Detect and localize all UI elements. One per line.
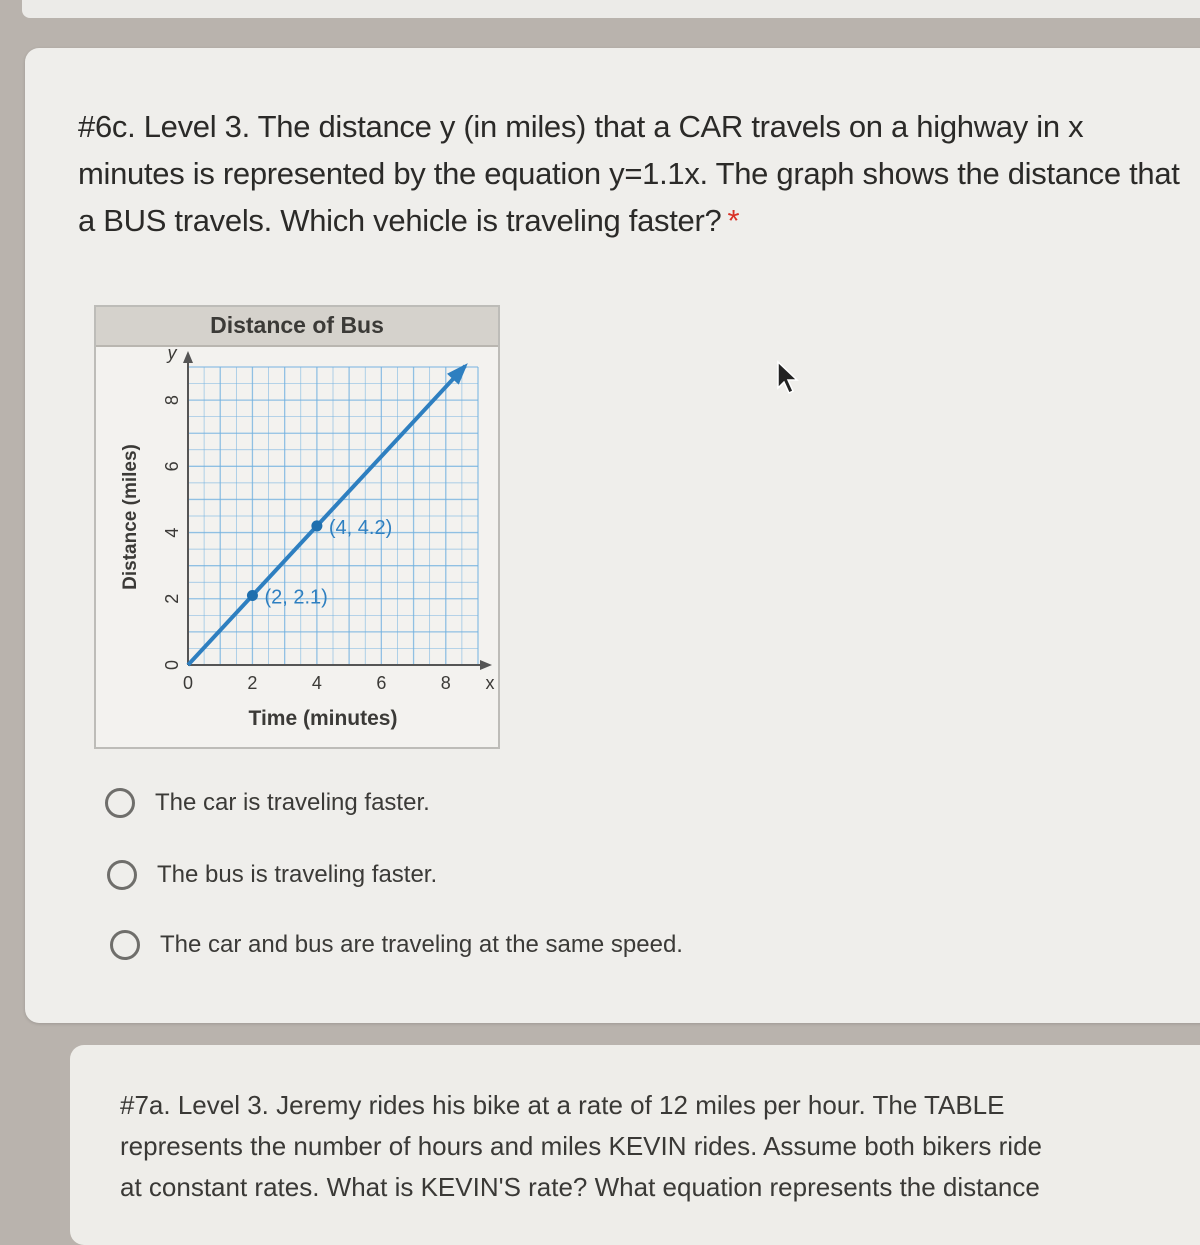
y-axis-title: Distance (miles): [120, 444, 141, 590]
x-axis-title: Time (minutes): [248, 707, 398, 730]
y-tick-label: 0: [162, 659, 182, 671]
data-point: [247, 590, 258, 601]
bus-distance-figure: [94, 305, 500, 749]
next-question-line: #7a. Level 3. Jeremy rides his bike at a rate of 12 miles per hour. The TABLE: [120, 1090, 1005, 1120]
next-question-line: represents the number of hours and miles KEVIN rides. Assume both bikers ride: [120, 1131, 1042, 1161]
option-car-faster[interactable]: [105, 788, 430, 818]
x-tick-label: 0: [182, 673, 194, 693]
question-line: minutes is represented by the equation y=1.1x. The graph shows the distance that: [78, 156, 1180, 191]
required-marker: *: [727, 203, 740, 238]
option-label: The car and bus are traveling at the same speed.: [160, 931, 683, 958]
x-axis-arrow: [480, 660, 492, 670]
chart-title: Distance of Bus: [96, 307, 498, 347]
y-axis-arrow: [183, 351, 193, 363]
data-point: [311, 520, 322, 531]
next-question-line: at constant rates. What is KEVIN'S rate? What equation represents the distance: [120, 1172, 1040, 1202]
data-point-label: (4, 4.2): [328, 516, 393, 539]
question-line: #6c. Level 3. The distance y (in miles) that a CAR travels on a highway in x: [78, 109, 1084, 144]
option-same-speed[interactable]: [110, 930, 683, 960]
x-tick-label: 6: [376, 673, 387, 693]
x-axis-letter: x: [485, 673, 495, 693]
radio-button[interactable]: [110, 930, 140, 960]
y-tick-label: 6: [162, 461, 182, 472]
data-point-label: (2, 2.1): [264, 586, 328, 609]
question-line-text: a BUS travels. Which vehicle is traveling faster?: [78, 203, 722, 238]
y-tick-label: 4: [162, 527, 182, 538]
y-tick-label: 2: [162, 593, 182, 604]
option-bus-faster[interactable]: [107, 860, 437, 890]
option-label: The car is traveling faster.: [155, 789, 430, 816]
next-question-text: [120, 1085, 1180, 1208]
x-tick-label: 8: [440, 673, 451, 693]
y-axis-letter: y: [167, 343, 177, 363]
series-line: [188, 366, 465, 665]
question-line: [78, 197, 1200, 244]
option-label: The bus is traveling faster.: [157, 861, 438, 888]
mouse-pointer-icon: [776, 360, 800, 396]
x-tick-label: 4: [311, 673, 322, 693]
y-tick-label: 8: [162, 395, 182, 406]
radio-button[interactable]: [107, 860, 137, 890]
radio-button[interactable]: [105, 788, 135, 818]
question-text: [78, 103, 1200, 244]
x-tick-label: 2: [247, 673, 258, 693]
bus-distance-chart: [96, 307, 498, 747]
previous-question-card: [22, 0, 1200, 18]
